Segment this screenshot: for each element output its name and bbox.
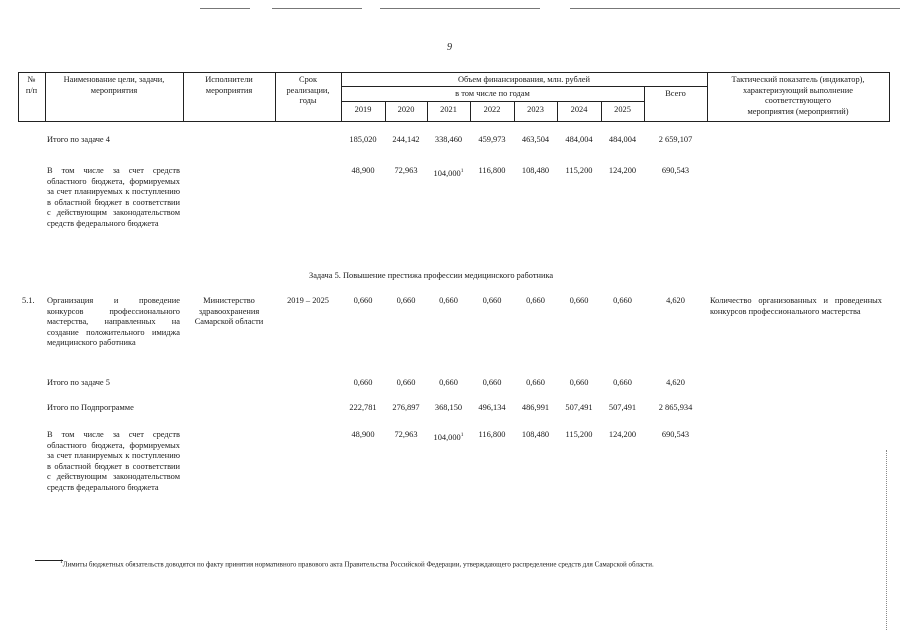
header-year: 2019 (354, 105, 372, 114)
value-cell: 115,200 (565, 430, 593, 439)
header-funding: Объем финансирования, млн. рублей (457, 75, 590, 84)
scan-top-line (272, 8, 362, 9)
value-cell: 108,480 (521, 430, 550, 439)
value-cell: 48,900 (351, 166, 375, 175)
value-cell: 0,660 (482, 296, 502, 305)
value-cell: 0,660 (396, 296, 416, 305)
row-name: В том числе за счет средств областного бюджета, формируемых за счет планируемых к поступлению в областной бюджет в соответствии с действующим законодательством средств федерального бюджета (47, 166, 180, 228)
value-cell: 0,660 (482, 378, 502, 387)
row-name: Итого по задаче 4 (47, 135, 110, 144)
executor: Министерство здравоохранения Самарской области (194, 296, 264, 327)
header-year: 2023 (527, 105, 544, 114)
value-cell: 338,460 (434, 135, 463, 144)
header-executor: Исполнители мероприятия (205, 75, 253, 95)
value-cell: 0,660 (613, 378, 632, 387)
value-cell: 484,004 (608, 135, 637, 144)
header-by-years: в том числе по годам (455, 89, 530, 98)
value-cell: 507,491 (565, 403, 593, 412)
value-cell: 0,660 (526, 378, 545, 387)
total-cell: 4,620 (666, 378, 685, 387)
total-cell: 690,543 (661, 166, 690, 175)
total-cell: 2 865,934 (658, 403, 693, 412)
row-name: Организация и проведение конкурсов профессионального мастерства, направленных на создание положительного имиджа медицинского работника (47, 296, 180, 348)
value-cell: 244,142 (392, 135, 420, 144)
row-number: 5.1. (22, 296, 35, 305)
value-cell: 0,660 (569, 378, 589, 387)
header-top-border (18, 72, 890, 73)
scan-top-line (570, 8, 900, 9)
value-cell: 124,200 (608, 430, 637, 439)
total-cell: 690,543 (661, 430, 690, 439)
years-divider (341, 101, 644, 102)
value-cell: 48,900 (351, 430, 375, 439)
value-cell: 72,963 (394, 430, 418, 439)
funding-divider (341, 86, 707, 87)
term: 2019 – 2025 (287, 296, 329, 305)
header-year: 2021 (440, 105, 457, 114)
value-cell: 72,963 (394, 166, 418, 175)
value-cell: 116,800 (478, 166, 506, 175)
value-cell: 507,491 (608, 403, 637, 412)
value-cell: 496,134 (478, 403, 506, 412)
value-text: 104,000 (433, 168, 461, 178)
value-cell: 108,480 (521, 166, 550, 175)
header-year: 2025 (614, 105, 631, 114)
value-cell: 486,991 (521, 403, 550, 412)
header-total: Всего (665, 89, 686, 98)
value-cell: 124,200 (608, 166, 637, 175)
value-cell: 185,020 (349, 135, 377, 144)
value-cell: 222,781 (349, 403, 377, 412)
header-year: 2020 (397, 105, 415, 114)
value-cell: 0,660 (613, 296, 632, 305)
header-number: № п/п (25, 75, 38, 95)
scan-top-line (200, 8, 250, 9)
footnote-separator (35, 560, 63, 561)
value-text: 104,000 (433, 432, 461, 442)
value-cell: 484,004 (565, 135, 593, 144)
value-cell: 459,973 (478, 135, 506, 144)
footnote-ref: 1 (460, 432, 464, 438)
value-cell: 0,660 (353, 296, 373, 305)
value-cell: 463,504 (521, 135, 550, 144)
indicator: Количество организованных и проведенных конкурсов профессионального мастерства (710, 296, 882, 316)
header-name: Наименование цели, задачи, мероприятия (63, 75, 165, 95)
footnote (60, 559, 654, 568)
value-cell: 0,660 (439, 378, 458, 387)
col-border (889, 72, 890, 121)
header-indicator: Тактический показатель (индикатор), характеризующий выполнение соответствующего мероприятия (мероприятий) (731, 75, 865, 116)
row-name: Итого по Подпрограмме (47, 403, 134, 412)
row-name: В том числе за счет средств областного бюджета, формируемых за счет планируемых к поступлению в областной бюджет в соответствии с действующим законодательством средств федерального бюджета (47, 430, 180, 492)
value-cell: 0,660 (526, 296, 545, 305)
total-cell: 2 659,107 (658, 135, 693, 144)
scan-top-line (380, 8, 540, 9)
value-cell: 368,150 (434, 403, 463, 412)
value-cell: 115,200 (565, 166, 593, 175)
value-cell (427, 166, 470, 179)
header-year: 2022 (483, 105, 501, 114)
footnote-text: Лимиты бюджетных обязательств доводятся по факту принятия нормативного правового акта Правительства Российской Федерации, утверждающего распределение средств для Самарской области. (62, 560, 654, 569)
header-year: 2024 (570, 105, 588, 114)
value-cell: 0,660 (439, 296, 458, 305)
footnote-ref: 1 (460, 168, 464, 174)
footnote-mark: 1 (60, 559, 63, 565)
task-title: Задача 5. Повышение престижа профессии медицинского работника (309, 271, 554, 280)
row-name: Итого по задаче 5 (47, 378, 110, 387)
header-term: Срок реализации, годы (286, 75, 330, 106)
header-bottom-border (18, 121, 890, 122)
page-number: 9 (447, 42, 452, 53)
value-cell: 0,660 (396, 378, 416, 387)
total-cell: 4,620 (666, 296, 685, 305)
value-cell: 116,800 (478, 430, 506, 439)
value-cell (427, 430, 470, 443)
scan-right-edge (886, 450, 887, 630)
value-cell: 0,660 (353, 378, 373, 387)
value-cell: 276,897 (392, 403, 420, 412)
value-cell: 0,660 (569, 296, 589, 305)
